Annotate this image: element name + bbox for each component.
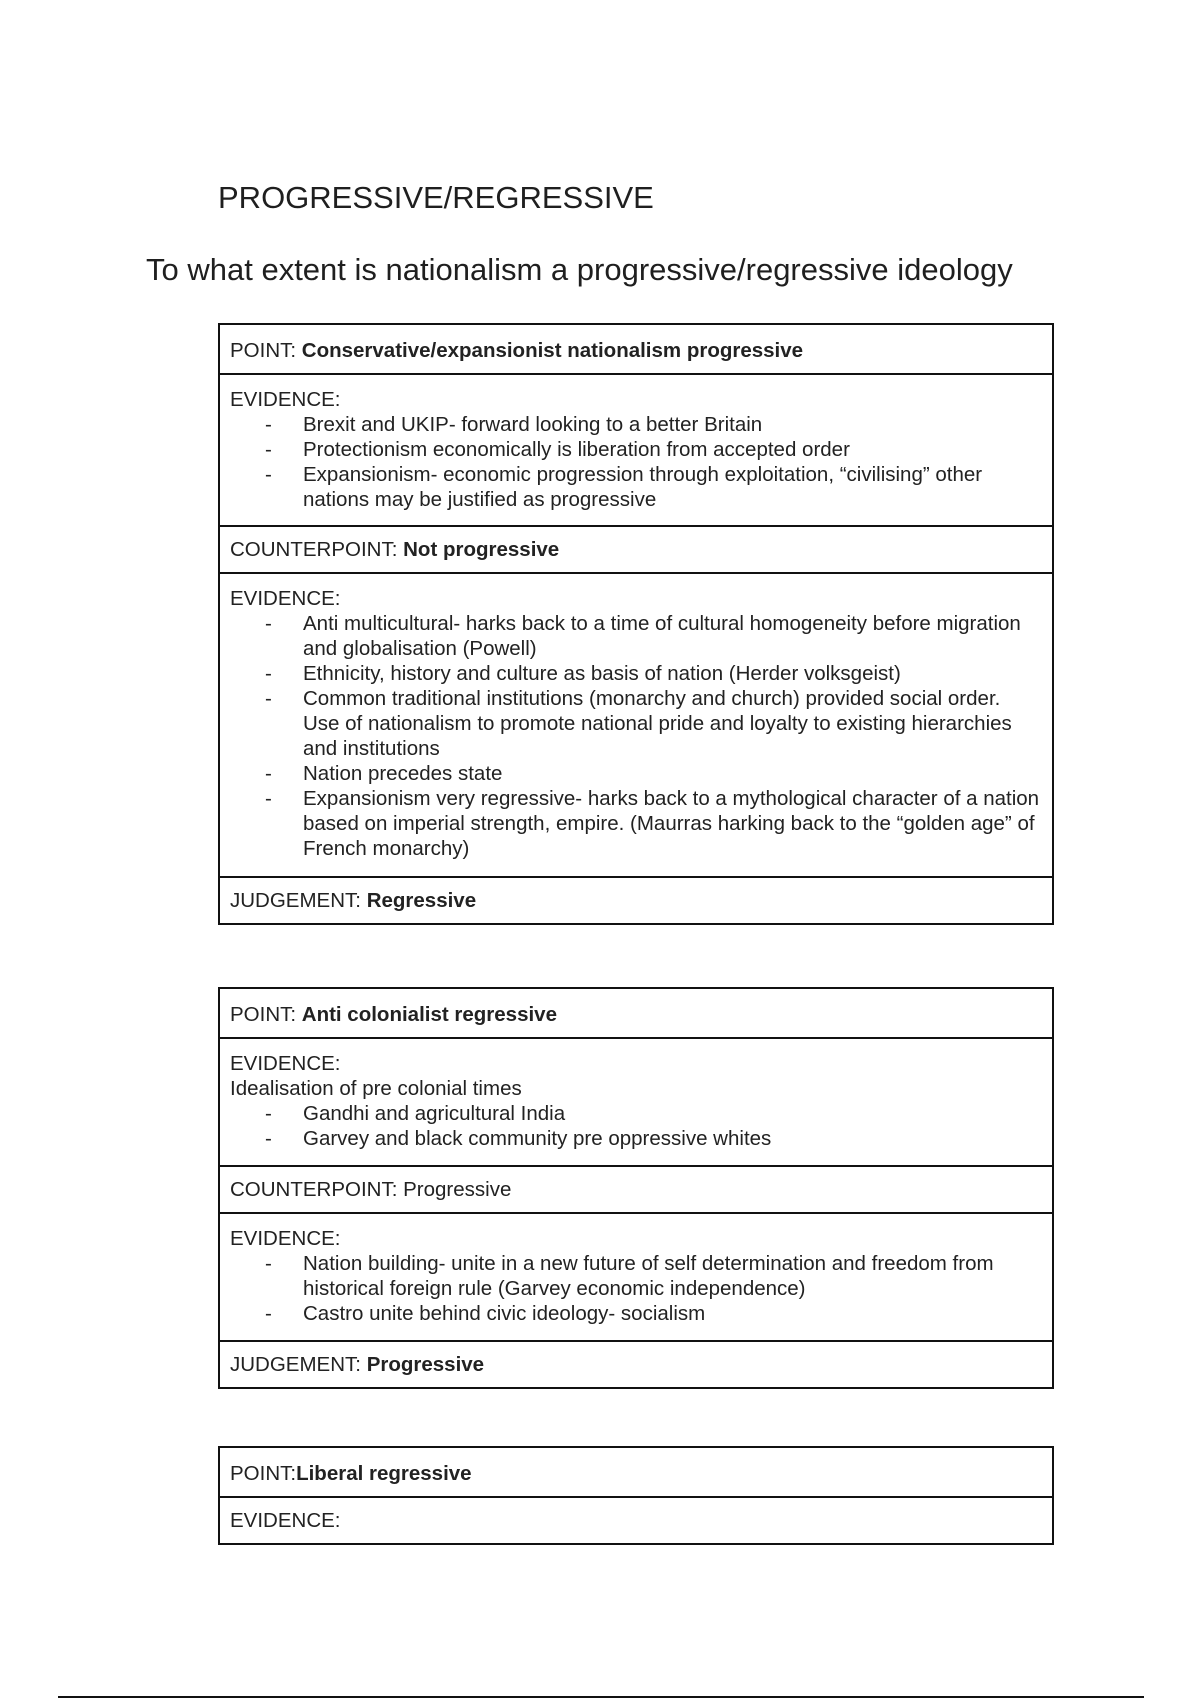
counterpoint-value: Progressive — [403, 1178, 512, 1201]
evidence-label: EVIDENCE: — [230, 1509, 341, 1532]
page-bottom-rule — [58, 1696, 1144, 1698]
point-label: POINT: — [230, 339, 302, 362]
point-row — [219, 1447, 1053, 1497]
judgement-label: JUDGEMENT: — [230, 1353, 367, 1376]
point-label: POINT: — [230, 1003, 302, 1026]
counterpoint-row — [219, 1166, 1053, 1213]
list-item: - Protectionism economically is liberation from accepted order — [230, 437, 1042, 462]
counter-evidence-row — [219, 573, 1053, 877]
counter-evidence-list — [230, 1251, 1042, 1326]
argument-table-2 — [218, 987, 1054, 1389]
counter-evidence-list — [230, 611, 1042, 861]
judgement-label: JUDGEMENT: — [230, 889, 367, 912]
point-row — [219, 324, 1053, 374]
list-item: - Nation building- unite in a new future of self determination and freedom from historical foreign rule (Garvey economic independence) — [230, 1251, 1042, 1301]
counterpoint-row — [219, 526, 1053, 573]
counterpoint-value: Not progressive — [403, 538, 560, 561]
evidence-list — [230, 1101, 1042, 1151]
point-value: Anti colonialist regressive — [301, 1003, 557, 1026]
list-item: - Expansionism- economic progression through exploitation, “civilising” other nations may be justified as progressive — [230, 462, 1042, 512]
list-item: - Gandhi and agricultural India — [230, 1101, 1042, 1126]
argument-table-1 — [218, 323, 1054, 925]
point-value: Conservative/expansionist nationalism progressive — [301, 339, 804, 362]
point-row — [219, 988, 1053, 1038]
evidence-row — [219, 1497, 1053, 1544]
essay-question: To what extent is nationalism a progressive/regressive ideology — [146, 252, 1013, 287]
list-item: - Nation precedes state — [230, 761, 1042, 786]
point-value: Liberal regressive — [296, 1462, 472, 1485]
judgement-row — [219, 1341, 1053, 1388]
point-label: POINT: — [230, 1462, 297, 1485]
list-item: - Ethnicity, history and culture as basis of nation (Herder volksgeist) — [230, 661, 1042, 686]
evidence-row — [219, 1038, 1053, 1166]
evidence-list — [230, 412, 1042, 512]
evidence-label: EVIDENCE: — [230, 388, 341, 411]
counterpoint-label: COUNTERPOINT: — [230, 1178, 404, 1201]
page-heading: PROGRESSIVE/REGRESSIVE — [218, 180, 654, 215]
list-item: - Common traditional institutions (monarchy and church) provided social order. Use of nationalism to promote national pride and loyalty to existing hierarchies and institutions — [230, 686, 1042, 761]
evidence-row — [219, 374, 1053, 526]
judgement-value: Regressive — [366, 889, 477, 912]
evidence-label: EVIDENCE: — [230, 1052, 341, 1075]
counterpoint-label: COUNTERPOINT: — [230, 538, 404, 561]
list-item: - Anti multicultural- harks back to a time of cultural homogeneity before migration and globalisation (Powell) — [230, 611, 1042, 661]
counter-evidence-row — [219, 1213, 1053, 1341]
judgement-row — [219, 877, 1053, 924]
list-item: - Brexit and UKIP- forward looking to a better Britain — [230, 412, 1042, 437]
judgement-value: Progressive — [366, 1353, 485, 1376]
argument-table-3 — [218, 1446, 1054, 1545]
evidence-intro: Idealisation of pre colonial times — [230, 1077, 522, 1100]
counter-evidence-label: EVIDENCE: — [230, 587, 341, 610]
counter-evidence-label: EVIDENCE: — [230, 1227, 341, 1250]
list-item: - Castro unite behind civic ideology- socialism — [230, 1301, 1042, 1326]
list-item: - Garvey and black community pre oppressive whites — [230, 1126, 1042, 1151]
list-item: - Expansionism very regressive- harks back to a mythological character of a nation based on imperial strength, empire. (Maurras harking back to the “golden age” of French monarchy) — [230, 786, 1042, 861]
